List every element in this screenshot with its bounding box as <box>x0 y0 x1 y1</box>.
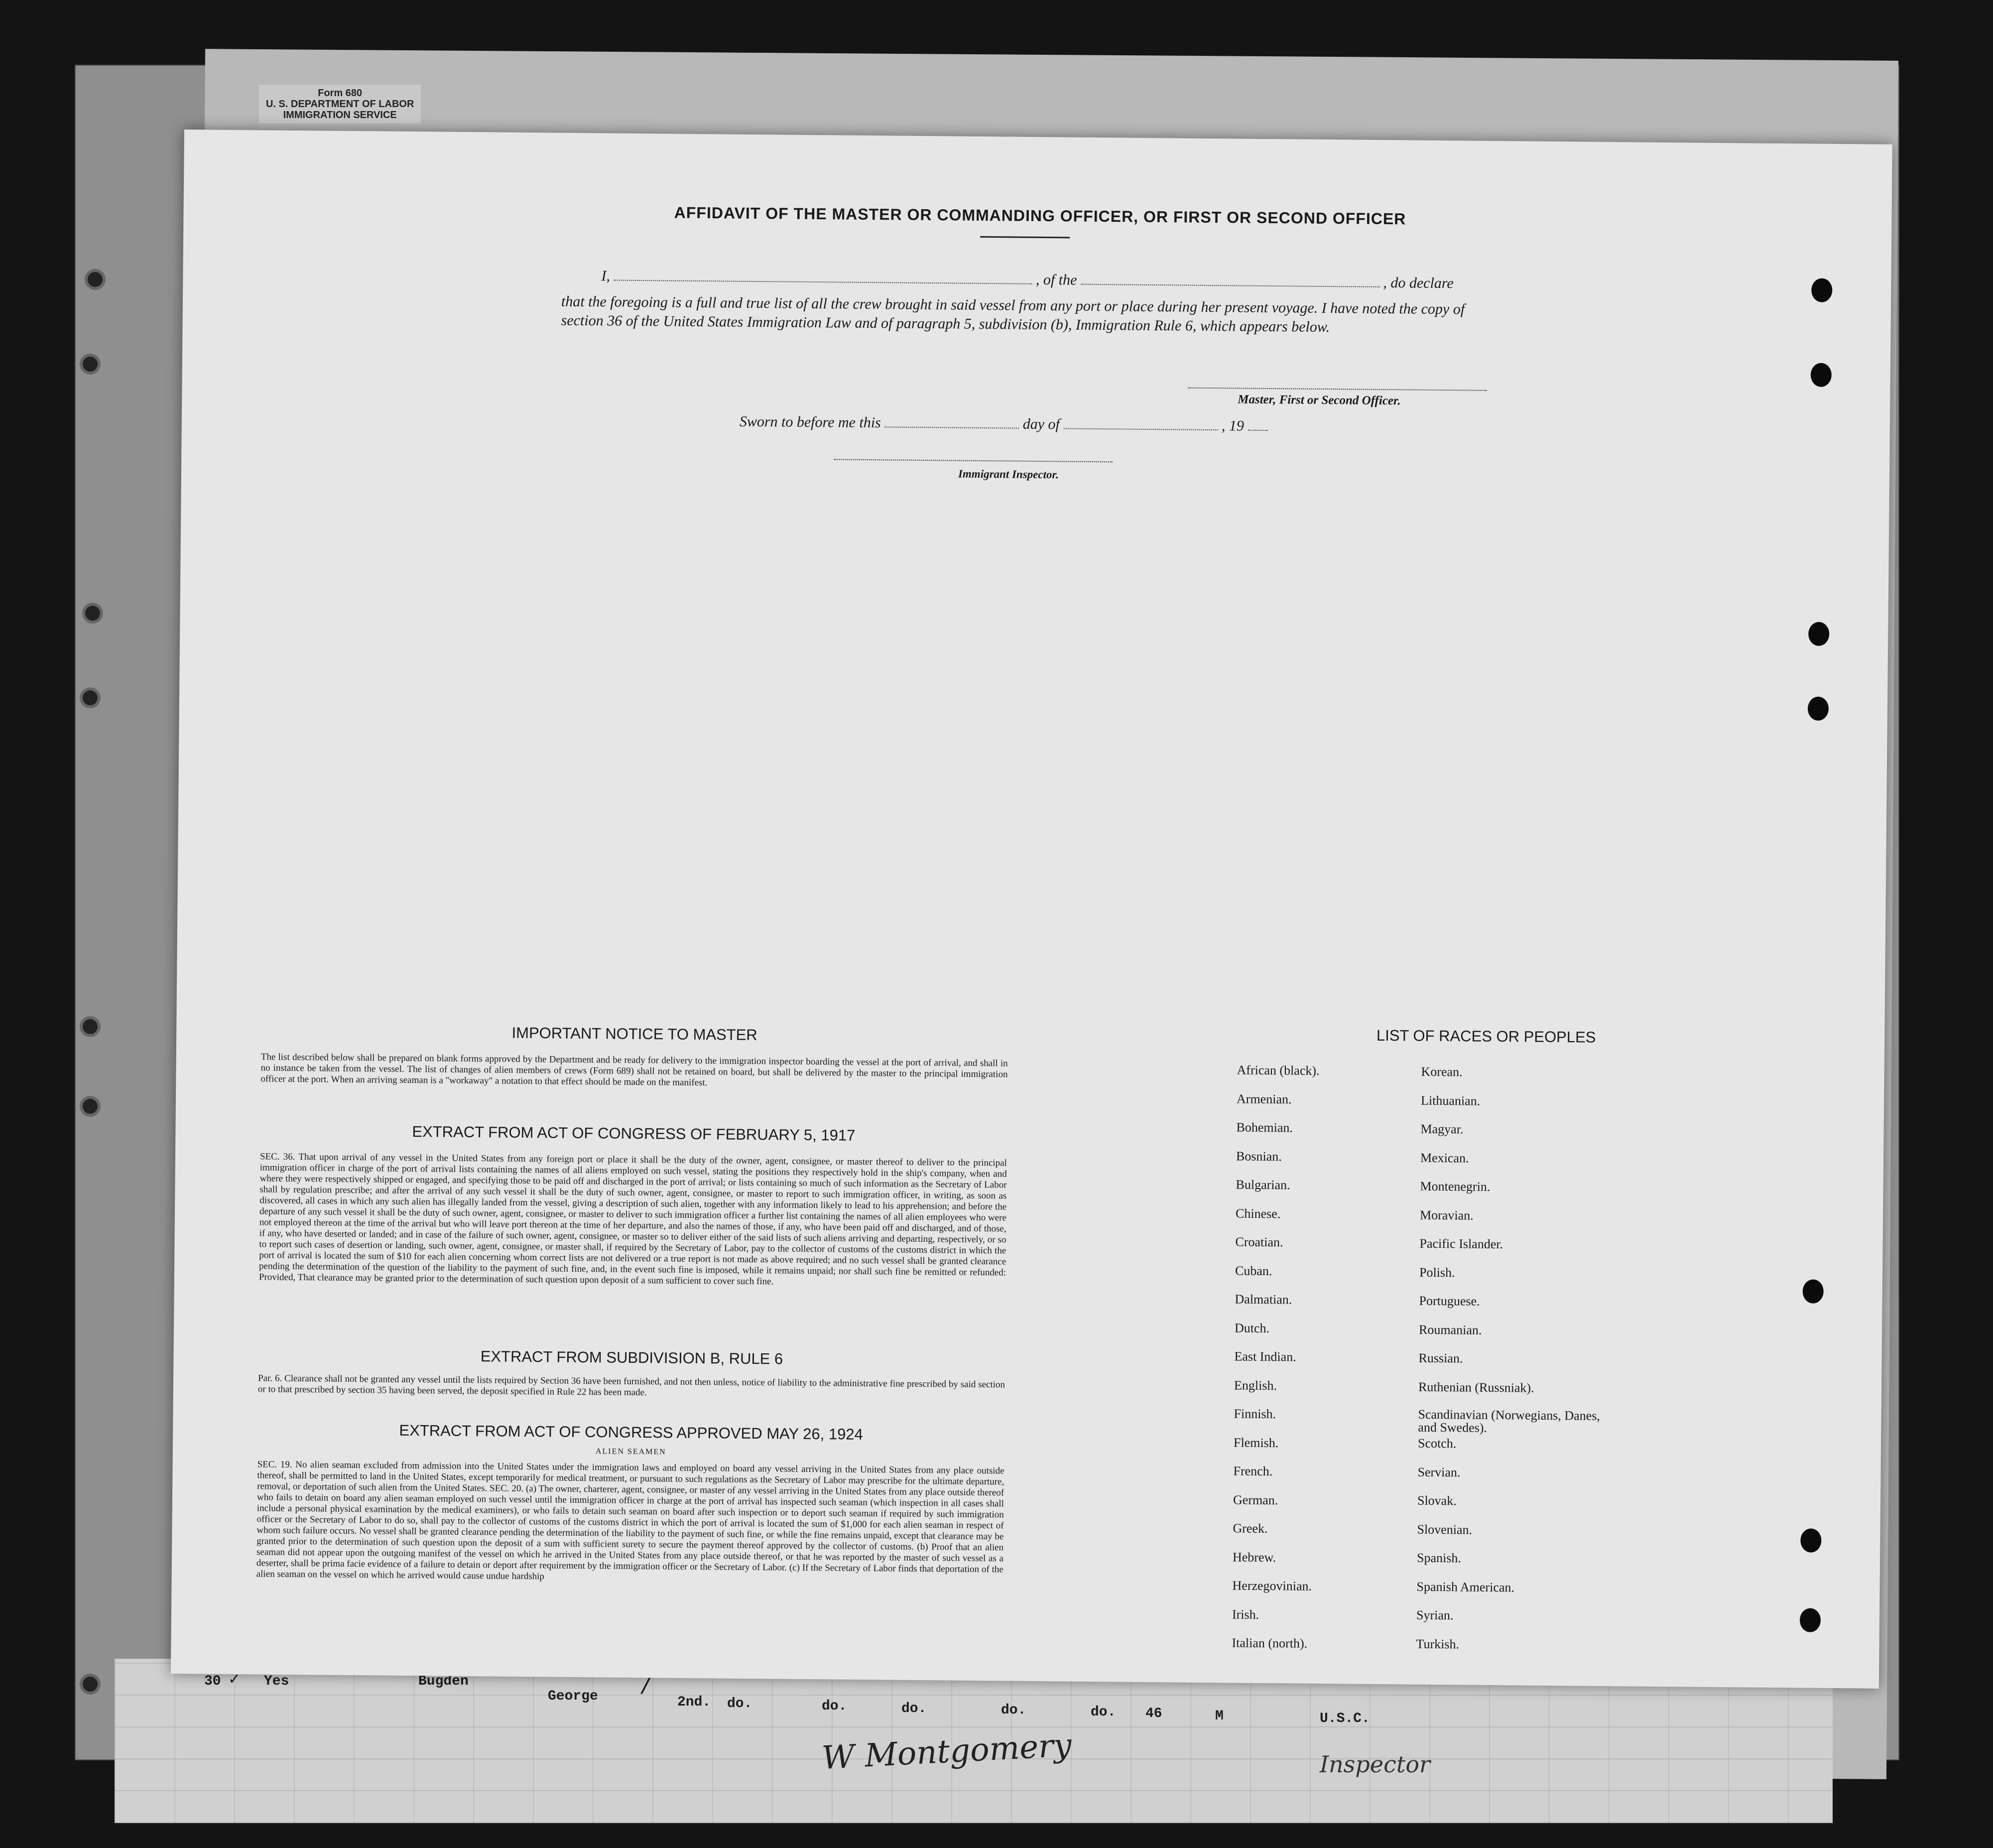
punch-hole <box>1811 363 1832 387</box>
punch-hole <box>1800 1608 1821 1632</box>
form-number: Form 680 <box>318 88 363 99</box>
extract-1917-text: SEC. 36. That upon arrival of any vessel in the United States from any foreign port or place it shall be the duty of the owner, agent, consignee, or master thereof to deliver to the principal immigration officer in charge of the port of arrival lists containing the names of all aliens employed on such vessel, stating the positions they respectively hold in the ship's company, when and where they were respectively shipped or engaged, and specifying those to be paid off and discharged in the port of arrival; or lists containing so much of such information as the Secretary of Labor shall by regulation prescribe; and after the arrival of any such vessel it shall be the duty of such owner, agent, consignee, or master to report to such immigration officer, in writing, as soon as discovered, all cases in which any such alien has illegally landed from the vessel, giving a description of such alien, together with any information likely to lead to his apprehension; and before the departure of any such vessel it shall be the duty of such owner, agent, consignee, or master to deliver to such immigration officer a further list containing the names of all alien employees who were not employed thereon at the time of the arrival but who will leave port thereon at the time of her departure, and also the names of those, if any, who have been paid off and discharged, and of those, if any, who have deserted or landed; and in case of the failure of such owner, agent, consignee, or master so to deliver either of the said lists of such aliens arriving and departing, respectively, or so to report such cases of desertion or landing, such owner, agent, consignee, or master shall, if required by the Secretary of Labor, pay to the collector of customs of the customs district in which the port of arrival is located the sum of $10 for each alien concerning whom correct lists are not delivered or a true report is not made as above required; and no such vessel shall be granted clearance pending the determination of the question of the liability to the payment of such fine, and, in the event such fine is imposed, while it remains unpaid; nor shall such fine be remitted or refunded: Provided, That clearance may be granted prior to the determination of such question upon deposit of a sum sufficient to cover such fine. <box>258 1151 1007 1287</box>
master-name-field[interactable] <box>614 280 1032 284</box>
race-item: Portuguese. <box>1419 1293 1480 1309</box>
race-item: Pacific Islander. <box>1419 1236 1503 1252</box>
extract-1917-title: EXTRACT FROM ACT OF CONGRESS OF FEBRUARY 5, 1917 <box>412 1123 856 1144</box>
position-2: do. <box>727 1696 752 1712</box>
race-item: Turkish. <box>1416 1636 1460 1651</box>
race-item: Scandinavian (Norwegians, Danes, and Swedes). <box>1418 1407 1601 1435</box>
form-header <box>259 85 421 124</box>
service-name: IMMIGRATION SERVICE <box>283 110 397 121</box>
race-item: Armenian. <box>1236 1091 1292 1106</box>
department-name: U. S. DEPARTMENT OF LABOR <box>266 99 414 110</box>
binder-hole <box>82 603 103 624</box>
race-item: Roumanian. <box>1418 1322 1482 1337</box>
master-signature-field[interactable] <box>1188 388 1487 391</box>
race-item: Herzegovinian. <box>1232 1578 1312 1593</box>
race-item: Flemish. <box>1233 1435 1279 1450</box>
cell-do: do. <box>822 1699 847 1714</box>
race-item: Bosnian. <box>1236 1149 1282 1164</box>
race-item: Italian (north). <box>1232 1635 1308 1651</box>
punch-hole <box>1800 1528 1821 1552</box>
race-item: Bohemian. <box>1236 1120 1293 1135</box>
given-name: George <box>548 1689 598 1704</box>
extract-rule6-title: EXTRACT FROM SUBDIVISION B, RULE 6 <box>480 1347 783 1368</box>
race-item: German. <box>1233 1492 1278 1507</box>
punch-hole <box>1808 696 1829 720</box>
binder-hole <box>80 1016 101 1037</box>
race-item: Mexican. <box>1420 1150 1469 1166</box>
nationality: U.S.C. <box>1320 1711 1370 1726</box>
affidavit-sheet <box>171 130 1892 1689</box>
extract-1924-title: EXTRACT FROM ACT OF CONGRESS APPROVED MAY 26, 1924 <box>399 1421 864 1443</box>
master-signature-label: Master, First or Second Officer. <box>1238 393 1401 408</box>
sworn-year: , 19 <box>1221 417 1245 434</box>
binder-hole <box>85 269 106 290</box>
race-item: English. <box>1234 1377 1277 1393</box>
race-item: Syrian. <box>1416 1607 1454 1623</box>
affidavit-title: AFFIDAVIT OF THE MASTER OR COMMANDING OFFICER, OR FIRST OR SECOND OFFICER <box>674 203 1406 228</box>
race-item: Spanish. <box>1416 1550 1462 1566</box>
races-column-2 <box>1416 1064 1616 1667</box>
declaration-line <box>601 267 1746 294</box>
sworn-day-of: day of <box>1022 415 1060 433</box>
race-item: Chinese. <box>1235 1206 1281 1221</box>
declaration-body: that the foregoing is a full and true list of all the crew brought in said vessel from any port or place during her present voyage. I have noted the copy of section 36 of the United States Immigration Law and of paragraph 5, subdivision (b), Immigration Rule 6, which appears below. <box>561 293 1465 336</box>
race-item: Irish. <box>1232 1606 1259 1622</box>
race-item: Slovak. <box>1417 1493 1457 1508</box>
race-item: French. <box>1233 1463 1273 1479</box>
race-item: Servian. <box>1417 1464 1461 1479</box>
race-item: Magyar. <box>1420 1121 1464 1137</box>
age: 46 <box>1145 1706 1162 1721</box>
cell-do: do. <box>1091 1705 1116 1720</box>
tick-mark: / <box>642 1669 651 1698</box>
sex: M <box>1215 1709 1224 1724</box>
extract-1924-text: SEC. 19. No alien seaman excluded from admission into the United States under the immigration laws and employed on board any vessel arriving in the United States from any place outside thereof, shall be permitted to land in the United States, except temporarily for medical treatment, or pursuant to such regulations as the Secretary of Labor may prescribe for the ultimate departure, removal, or deportation of such alien from the United States. SEC. 20. (a) The owner, charterer, agent, consignee, or master of any vessel arriving in the United States from any place outside thereof who fails to detain on board any alien seaman employed on such vessel until the immigration officer in charge at the port of arrival has inspected such seaman (which inspection in all cases shall include a personal physical examination by the medical examiners), or who fails to detain such seaman on board after such inspection or to deport such seaman if required by such immigration officer or the Secretary of Labor to do so, shall pay to the collector of customs of the customs district in which the port of arrival is located the sum of $1,000 for each alien seaman in respect of whom such failure occurs. No vessel shall be granted clearance pending the determination of the liability to the payment of such fine, or while the fine remains unpaid, except that clearance may be granted prior to the determination of such question upon the deposit of a sum with sufficient surety to secure the payment thereof approved by the collector of customs. (b) Proof that an alien seaman did not appear upon the outgoing manifest of the vessel on which he arrived in the United States from any place outside thereof, or that he was reported by the master of such vessel as a deserter, shall be prima facie evidence of a failure to detain or deport after requirement by the immigration officer or the Secretary of Labor. (c) If the Secretary of Labor finds that deportation of the alien seaman on the vessel on which he arrived would cause undue hardship <box>256 1459 1004 1582</box>
binder-hole <box>80 1096 101 1117</box>
binder-hole <box>80 687 101 708</box>
notice-text: The list described below shall be prepared on blank forms approved by the Department and be ready for delivery to the immigration inspector boarding the vessel at the port of arrival, and shall in no instance be taken from the vessel. The list of changes of alien members of crews (Form 689) shall not be retained on board, but shall be delivered by the master to the principal immigration officer at the port. When an arriving seaman is a "workaway" a notation to that effect should be made on the manifest. <box>260 1052 1008 1088</box>
races-column-1 <box>1232 1063 1426 1666</box>
race-item: Montenegrin. <box>1420 1179 1491 1194</box>
race-item: Slovenian. <box>1417 1522 1473 1537</box>
surname: Bugden <box>418 1674 469 1689</box>
race-item: Hebrew. <box>1232 1549 1276 1565</box>
sworn-day-field[interactable] <box>884 426 1019 428</box>
position: 2nd. <box>677 1695 711 1710</box>
races-title: LIST OF RACES OR PEOPLES <box>1376 1026 1596 1046</box>
race-item: Russian. <box>1418 1350 1463 1366</box>
race-item: African (black). <box>1237 1062 1320 1078</box>
declaration-of-the: , of the <box>1035 271 1077 288</box>
punch-hole <box>1803 1279 1824 1303</box>
race-item: Moravian. <box>1419 1207 1474 1223</box>
check-mark: ✓ <box>229 1671 240 1690</box>
race-item: Scotch. <box>1417 1436 1457 1451</box>
inspector-label: Immigrant Inspector. <box>958 467 1059 481</box>
sworn-line <box>740 413 1437 436</box>
inspector-title: Inspector <box>1320 1751 1431 1778</box>
admitted-yes: Yes <box>264 1674 289 1689</box>
notice-title: IMPORTANT NOTICE TO MASTER <box>511 1024 757 1044</box>
cell-do: do. <box>1001 1703 1026 1718</box>
race-item: Finnish. <box>1234 1406 1276 1422</box>
declaration-end: , do declare <box>1383 274 1454 292</box>
vessel-name-field[interactable] <box>1081 284 1379 287</box>
race-item: East Indian. <box>1234 1349 1296 1364</box>
declaration-i: I, <box>601 267 611 284</box>
race-item: Greek. <box>1233 1521 1268 1536</box>
sworn-text: Sworn to before me this <box>739 413 881 431</box>
punch-hole <box>1808 622 1829 646</box>
sworn-month-field[interactable] <box>1063 428 1218 430</box>
race-item: Bulgarian. <box>1236 1177 1290 1192</box>
extract-1924-subtitle: ALIEN SEAMEN <box>595 1447 666 1456</box>
race-item: Cuban. <box>1235 1263 1272 1278</box>
binder-hole <box>80 354 101 375</box>
row-number: 30 <box>204 1674 221 1689</box>
punch-hole <box>1811 278 1832 302</box>
binder-hole <box>80 1674 101 1695</box>
race-item: Dutch. <box>1234 1320 1270 1335</box>
race-item: Korean. <box>1421 1064 1463 1079</box>
cell-do: do. <box>901 1701 927 1716</box>
race-item: Lithuanian. <box>1420 1093 1481 1108</box>
sworn-year-field[interactable] <box>1247 430 1267 431</box>
title-divider <box>980 236 1070 239</box>
extract-rule6-text: Par. 6. Clearance shall not be granted any vessel until the lists required by Section 36 have been furnished, and not then unless, notice of liability to the administrative fine prescribed by said section or to that prescribed by section 35 having been served, the deposit specified in Rule 22 has been made. <box>257 1373 1005 1398</box>
race-item: Ruthenian (Russniak). <box>1418 1379 1534 1395</box>
race-item: Croatian. <box>1235 1234 1283 1250</box>
race-item: Dalmatian. <box>1235 1292 1292 1307</box>
race-item: Spanish American. <box>1416 1579 1515 1594</box>
inspector-signature-field[interactable] <box>834 459 1113 462</box>
inspector-signature: W Montgomery <box>821 1726 1073 1777</box>
race-item: Polish. <box>1419 1265 1455 1280</box>
